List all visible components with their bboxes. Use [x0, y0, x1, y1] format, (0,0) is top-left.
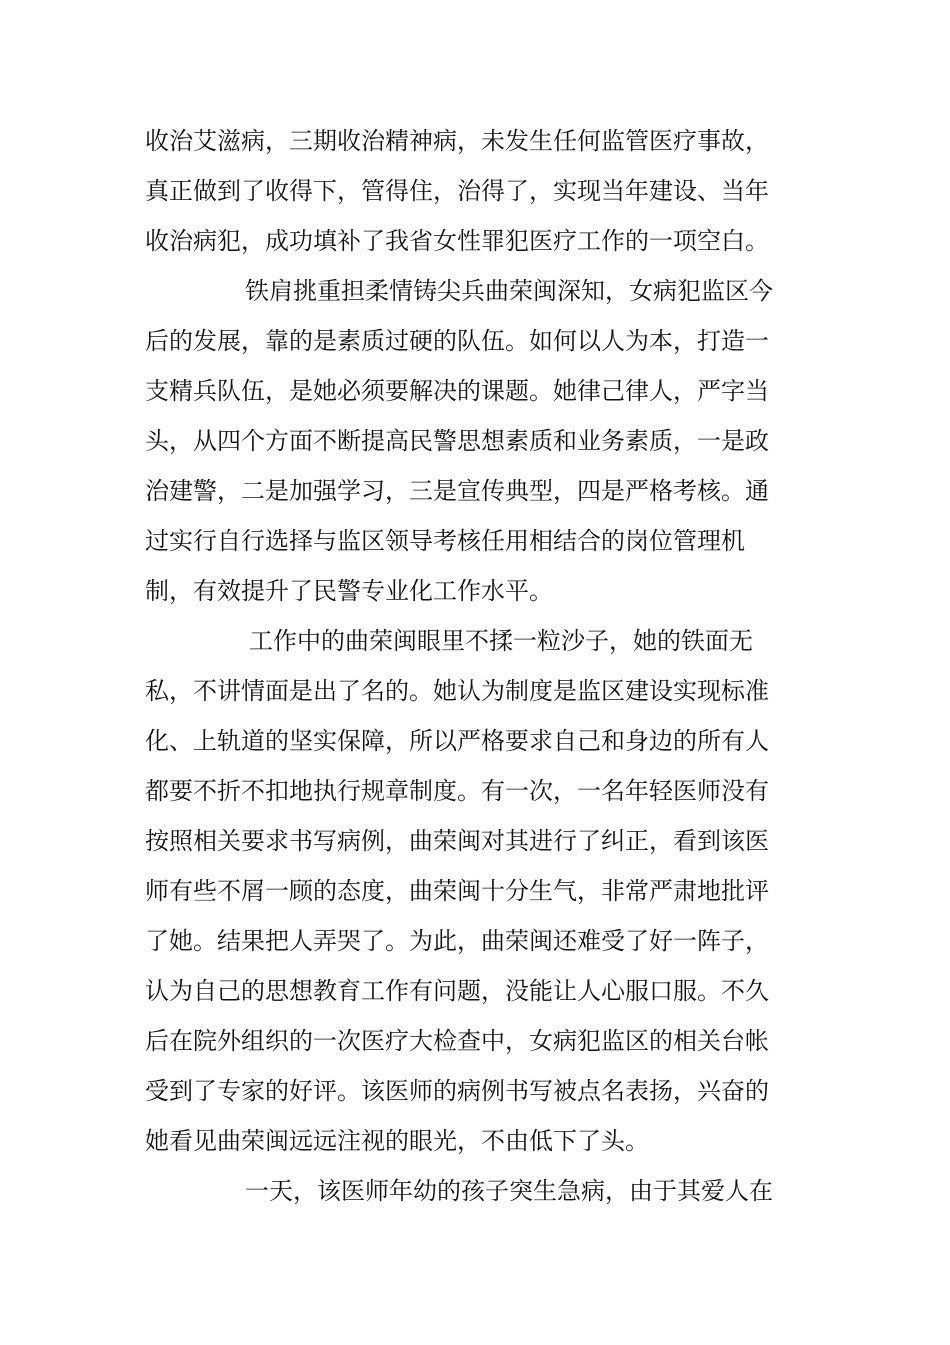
text-line: 收治病犯，成功填补了我省女性罪犯医疗工作的一项空白。: [145, 227, 769, 255]
text-line: 师有些不屑一顾的态度，曲荣闽十分生气，非常严肃地批评: [145, 877, 769, 905]
text-line: 过实行自行选择与监区领导考核任用相结合的岗位管理机: [145, 527, 745, 555]
paragraph-start-line: 工作中的曲荣闽眼里不揉一粒沙子，她的铁面无: [249, 627, 753, 655]
paragraph-start-line: 一天，该医师年幼的孩子突生急病，由于其爱人在: [245, 1177, 773, 1205]
document-body: [145, 116, 773, 1216]
text-line: 后的发展，靠的是素质过硬的队伍。如何以人为本，打造一: [145, 327, 769, 355]
text-line: 支精兵队伍，是她必须要解决的课题。她律己律人，严字当: [145, 377, 769, 405]
text-line: 了她。结果把人弄哭了。为此，曲荣闽还难受了好一阵子，: [145, 927, 769, 955]
text-line: 认为自己的思想教育工作有问题，没能让人心服口服。不久: [145, 977, 769, 1005]
text-line: 化、上轨道的坚实保障，所以严格要求自己和身边的所有人: [145, 727, 769, 755]
paragraph-start-line: 铁肩挑重担柔情铸尖兵曲荣闽深知，女病犯监区今: [245, 277, 773, 305]
text-line: 按照相关要求书写病例，曲荣闽对其进行了纠正，看到该医: [145, 827, 769, 855]
text-line: 头，从四个方面不断提高民警思想素质和业务素质，一是政: [145, 427, 769, 455]
text-line: 她看见曲荣闽远远注视的眼光，不由低下了头。: [145, 1127, 649, 1155]
text-line: 治建警，二是加强学习，三是宣传典型，四是严格考核。通: [145, 477, 769, 505]
text-line: 受到了专家的好评。该医师的病例书写被点名表扬，兴奋的: [145, 1077, 769, 1105]
text-line: 私，不讲情面是出了名的。她认为制度是监区建设实现标准: [145, 677, 769, 705]
text-line: 后在院外组织的一次医疗大检查中，女病犯监区的相关台帐: [145, 1027, 769, 1055]
text-line: 制，有效提升了民警专业化工作水平。: [145, 577, 553, 605]
text-line: 都要不折不扣地执行规章制度。有一次，一名年轻医师没有: [145, 777, 769, 805]
text-line: 真正做到了收得下，管得住，治得了，实现当年建设、当年: [145, 177, 769, 205]
text-line: 收治艾滋病，三期收治精神病，未发生任何监管医疗事故，: [145, 127, 769, 155]
